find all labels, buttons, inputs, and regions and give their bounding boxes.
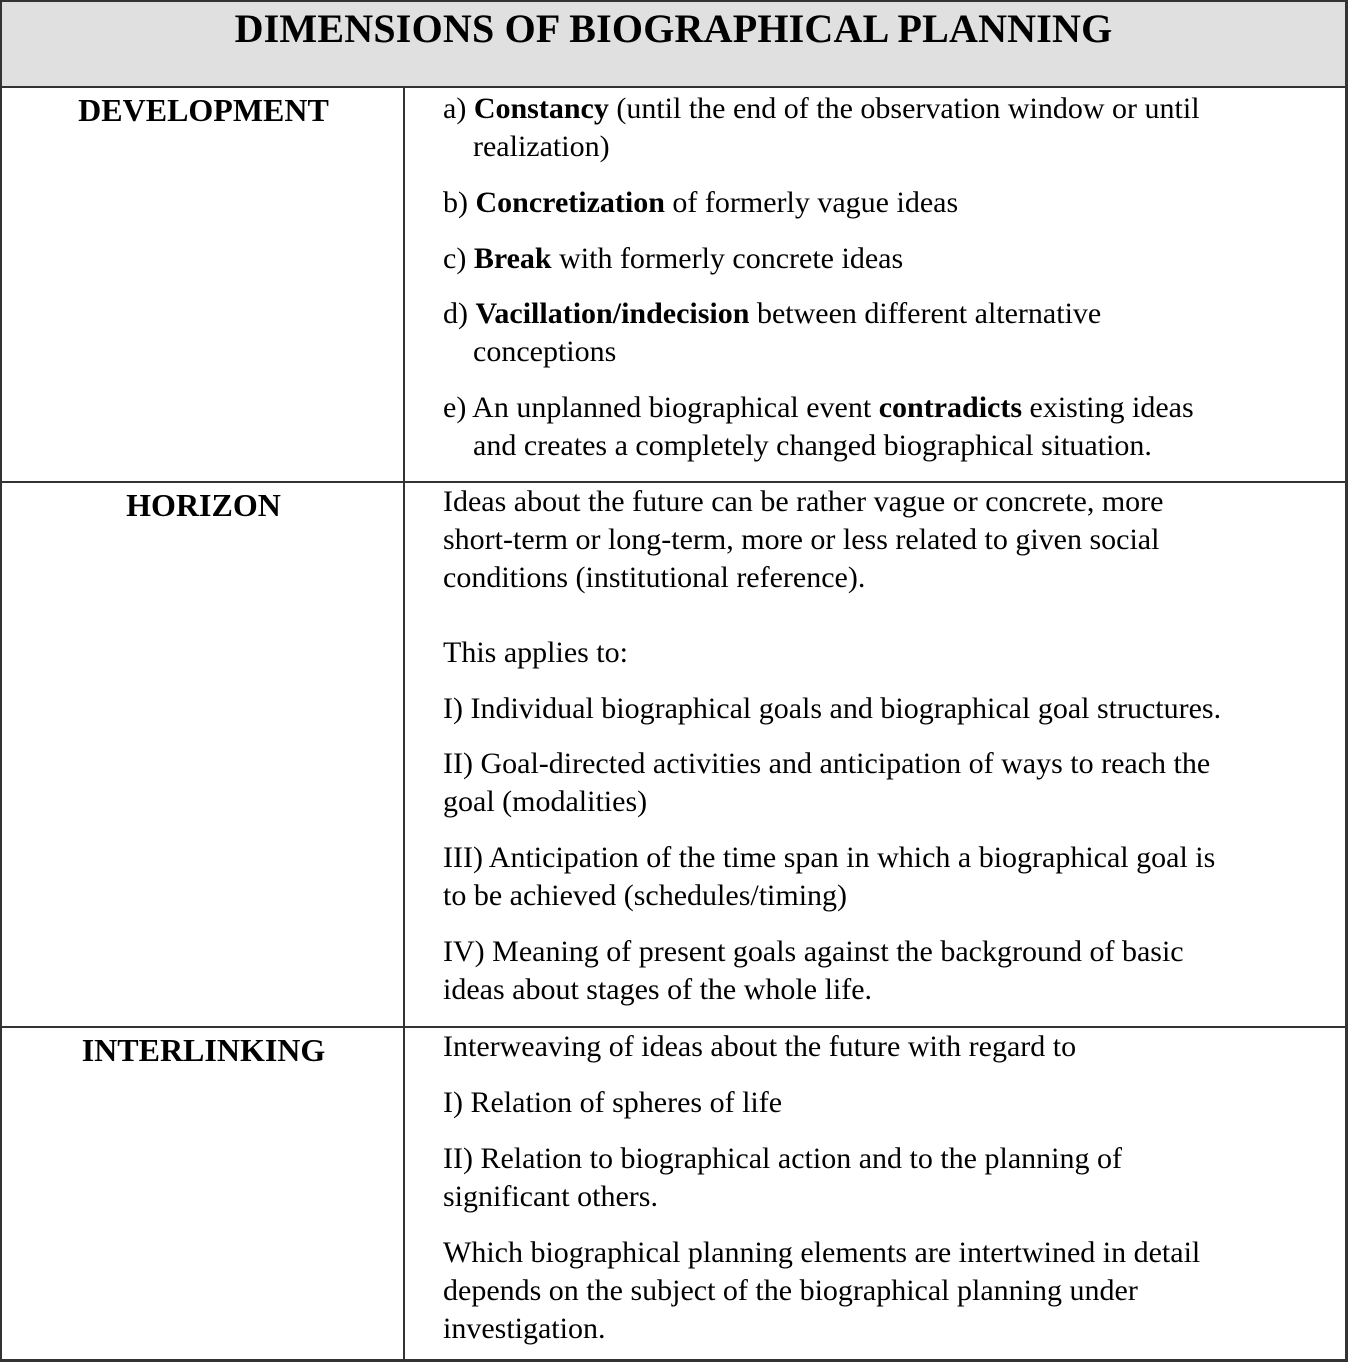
intro-line: Ideas about the future can be rather vague or concrete, more — [443, 485, 1164, 518]
list-item — [443, 933, 1184, 1009]
item-text: of formerly vague ideas — [664, 186, 959, 219]
item-text-continuation: ideas about stages of the whole life. — [443, 973, 873, 1006]
item-text: II) Relation to biographical action and to the planning of — [443, 1142, 1122, 1175]
list-item — [443, 184, 958, 222]
closing-line: depends on the subject of the biographical planning under — [443, 1274, 1138, 1307]
item-text: I) Individual biographical goals and biographical goal structures. — [443, 692, 1222, 725]
applies-text: This applies to: — [443, 636, 628, 669]
item-prefix: c) — [443, 242, 474, 275]
closing-paragraph — [443, 1234, 1200, 1348]
dimension-label: INTERLINKING — [81, 1032, 326, 1068]
list-item — [443, 1140, 1122, 1216]
closing-line: Which biographical planning elements are intertwined in detail — [443, 1236, 1201, 1269]
intro-paragraph — [443, 483, 1163, 597]
dimension-cell — [2, 88, 405, 481]
item-keyword: contradicts — [878, 391, 1023, 424]
dimension-cell — [2, 1028, 405, 1361]
list-item — [443, 1084, 782, 1122]
item-text-continuation: to be achieved (schedules/timing) — [443, 879, 848, 912]
item-text: between different alternative — [749, 297, 1102, 330]
item-prefix: e) An unplanned biographical event — [443, 391, 879, 424]
item-text: III) Anticipation of the time span in which a biographical goal is — [443, 841, 1216, 874]
intro-line: conditions (institutional reference). — [443, 561, 866, 594]
item-text: with formerly concrete ideas — [551, 242, 904, 275]
list-item — [443, 690, 1221, 728]
item-keyword: Concretization — [475, 186, 665, 219]
list-item — [443, 745, 1210, 821]
list-item — [443, 240, 903, 278]
closing-line: investigation. — [443, 1312, 606, 1345]
item-keyword: Constancy — [473, 92, 609, 125]
list-item — [443, 839, 1215, 915]
table-title: DIMENSIONS OF BIOGRAPHICAL PLANNING — [234, 6, 1113, 51]
item-text: (until the end of the observation window or until — [608, 92, 1200, 125]
intro-line: short-term or long-term, more or less related to given social — [443, 523, 1160, 556]
list-item — [443, 90, 1200, 166]
item-text: I) Relation of spheres of life — [443, 1086, 783, 1119]
item-text-continuation: realization) — [473, 130, 610, 163]
table-header — [2, 2, 1345, 88]
item-text-continuation: significant others. — [443, 1180, 658, 1213]
table-row-interlinking — [2, 1028, 1345, 1361]
dimension-cell — [2, 483, 405, 1026]
dimension-label: HORIZON — [126, 487, 281, 523]
item-prefix: d) — [443, 297, 476, 330]
item-keyword: Vacillation/indecision — [475, 297, 750, 330]
item-prefix: b) — [443, 186, 476, 219]
table-row-development — [2, 88, 1345, 483]
table-row-horizon — [2, 483, 1345, 1028]
item-text-continuation: and creates a completely changed biographical situation. — [473, 429, 1152, 462]
dimension-label: DEVELOPMENT — [78, 92, 329, 128]
list-item — [443, 295, 1101, 371]
item-text: II) Goal-directed activities and anticipation of ways to reach the — [443, 747, 1211, 780]
item-text: existing ideas — [1022, 391, 1194, 424]
item-text: IV) Meaning of present goals against the background of basic — [443, 935, 1184, 968]
list-item — [443, 389, 1194, 465]
item-text-continuation: conceptions — [473, 335, 617, 368]
intro-line: Interweaving of ideas about the future with regard to — [443, 1030, 1077, 1063]
item-text-continuation: goal (modalities) — [443, 785, 648, 818]
item-keyword: Break — [473, 242, 552, 275]
item-prefix: a) — [443, 92, 474, 125]
applies-label — [443, 634, 628, 672]
intro-paragraph — [443, 1028, 1076, 1066]
